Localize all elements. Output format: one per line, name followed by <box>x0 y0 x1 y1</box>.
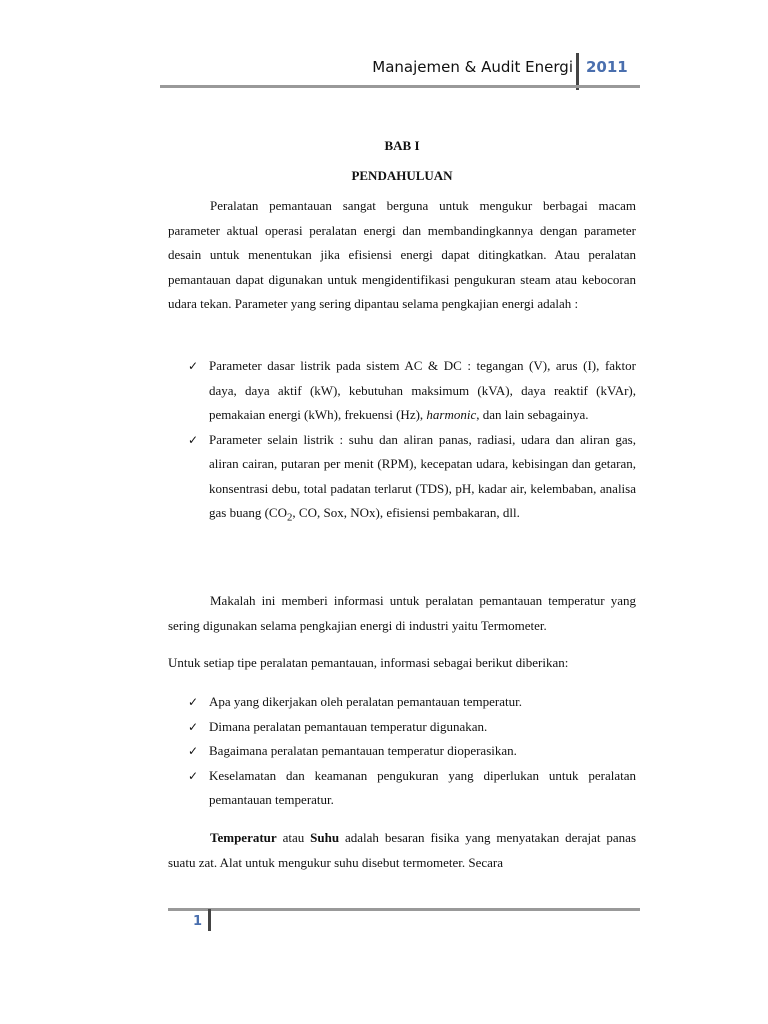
param-text-end: , CO, Sox, NOx), efisiensi pembakaran, dll. <box>292 505 520 520</box>
scope-paragraph: Makalah ini memberi informasi untuk peralatan pemantauan temperatur yang sering digunakan selama pengkajian energi di industri yaitu Termometer. <box>168 593 636 633</box>
footer-rule <box>168 908 640 911</box>
info-item-text: Keselamatan dan keamanan pengukuran yang diperlukan untuk peralatan pemantauan temperatur. <box>209 767 636 807</box>
info-item-text: Bagaimana peralatan pemantauan temperatur dioperasikan. <box>209 743 517 758</box>
intro-paragraph: Peralatan pemantauan sangat berguna untuk mengukur berbagai macam parameter aktual operasi peralatan energi dan membandingkannya dengan parameter desain untuk menentukan jika efisiensi energi dapat ditingkatkan. Atau peralatan pemantauan dapat digunakan untuk mengidentifikasi pengukuran steam atau kebocoran udara tekan. Parameter yang sering dipantau selama pengkajian energi adalah : <box>168 198 636 311</box>
list-item <box>188 428 636 531</box>
term-suhu: Suhu <box>310 830 340 845</box>
page-number: 1 <box>193 914 203 929</box>
checkmark-icon: ✓ <box>188 768 199 783</box>
list-item <box>188 690 636 715</box>
info-list <box>188 690 636 813</box>
checkmark-icon: ✓ <box>188 719 199 734</box>
temp-text-1: atau <box>276 830 311 845</box>
chapter-title: PENDAHULUAN <box>351 168 453 183</box>
list-item <box>188 764 636 813</box>
list-item <box>188 715 636 740</box>
list-item <box>188 354 636 428</box>
param-italic: harmonic <box>426 407 477 422</box>
info-item-text: Apa yang dikerjakan oleh peralatan pemantauan temperatur. <box>209 694 522 709</box>
header-year: 2011 <box>586 58 628 76</box>
footer-divider <box>208 909 211 931</box>
param-text: Parameter dasar listrik pada sistem AC & DC : tegangan (V), arus (I), faktor daya, daya aktif (kW), kebutuhan maksimum (kVA), daya reaktif (kVAr), pemakaian energi (kWh), frekuensi (Hz), <box>209 358 636 422</box>
checkmark-icon: ✓ <box>188 744 199 758</box>
info-item-text: Dimana peralatan pemantauan temperatur digunakan. <box>209 718 488 734</box>
checkmark-icon: ✓ <box>188 432 199 447</box>
parameter-list <box>188 354 636 530</box>
checkmark-icon: ✓ <box>188 695 199 709</box>
temperature-paragraph <box>168 826 636 875</box>
list-item <box>188 739 636 764</box>
term-temperatur: Temperatur <box>210 830 277 845</box>
subscript: 2 <box>287 511 293 524</box>
param-text-end: , dan lain sebagainya. <box>476 407 589 422</box>
header-rule <box>160 85 640 88</box>
chapter-number: BAB I <box>384 138 420 153</box>
temp-text-2: adalah besaran fisika yang menyatakan derajat panas suatu zat. Alat untuk mengukur suhu disebut termometer. Secara <box>168 830 636 870</box>
header-title: Manajemen & Audit Energi <box>372 58 573 76</box>
info-paragraph: Untuk setiap tipe peralatan pemantauan, informasi sebagai berikut diberikan: <box>168 655 569 670</box>
checkmark-icon: ✓ <box>188 359 199 373</box>
param-text: Parameter selain listrik : suhu dan aliran panas, radiasi, udara dan aliran gas, aliran cairan, putaran per menit (RPM), kecepatan udara, kebisingan dan getaran, konsentrasi debu, total padatan terlarut (TDS), pH, kadar air, kelembaban, analisa gas buang (CO <box>209 431 636 520</box>
